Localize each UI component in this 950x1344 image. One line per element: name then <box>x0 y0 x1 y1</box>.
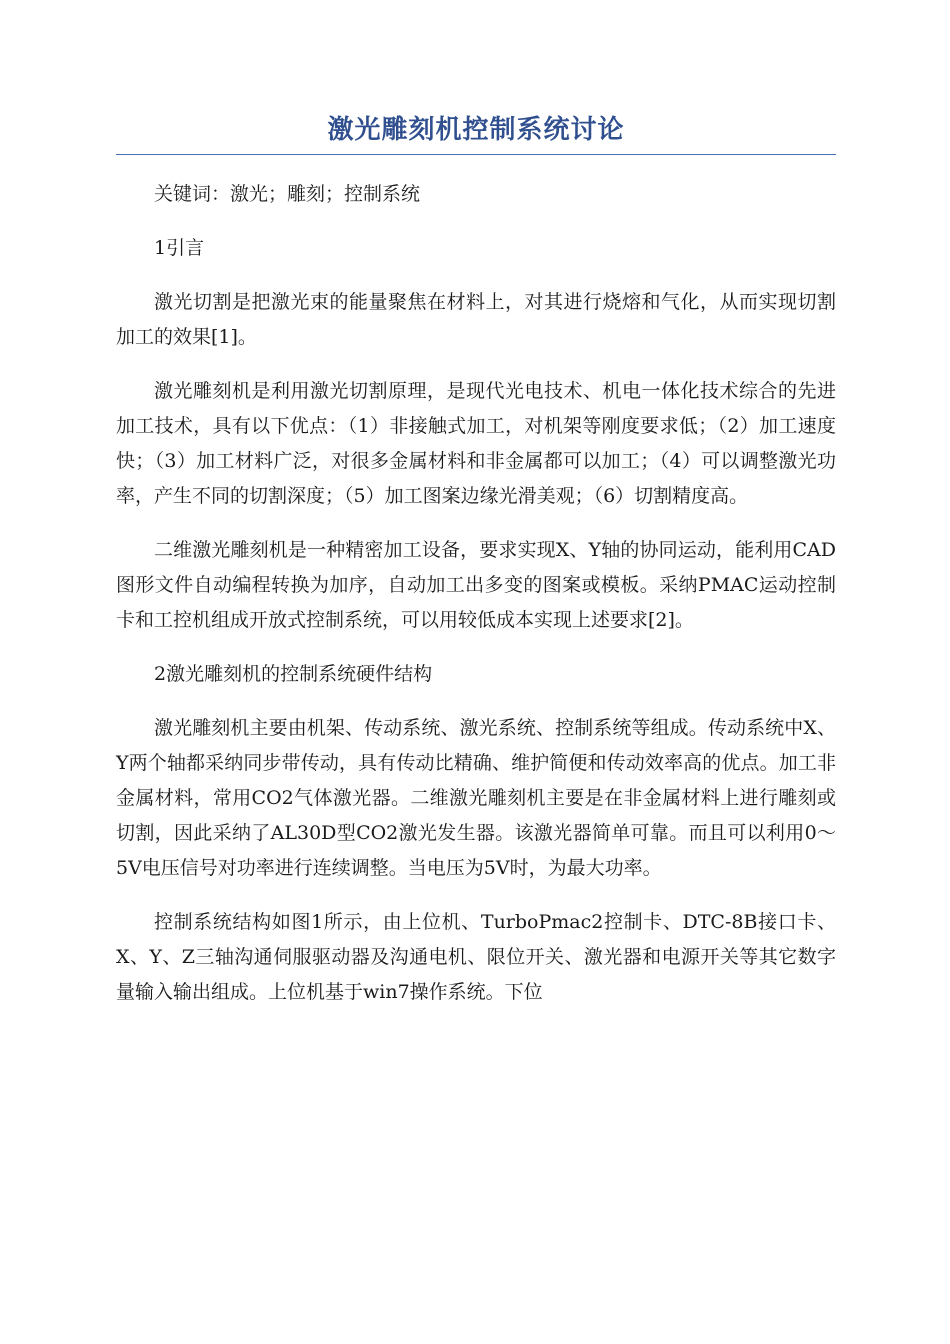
paragraph-2d-engraver-requirements: 二维激光雕刻机是一种精密加工设备，要求实现X、Y轴的协同运动，能利用CAD图形文件自动编程转换为加序，自动加工出多变的图案或模板。采纳PMAC运动控制卡和工控机组成开放式控制系统，可以用较低成本实现上述要求[2]。 <box>116 539 836 631</box>
section-heading-introduction: 1引言 <box>154 237 205 259</box>
section-heading-hardware-structure: 2激光雕刻机的控制系统硬件结构 <box>154 663 433 685</box>
document-page <box>116 110 836 1010</box>
paragraph-engraving-advantages: 激光雕刻机是利用激光切割原理，是现代光电技术、机电一体化技术综合的先进加工技术，具有以下优点：（1）非接触式加工，对机架等刚度要求低；（2）加工速度快；（3）加工材料广泛，对很多金属材料和非金属都可以加工；（4）可以调整激光功率，产生不同的切割深度；（5）加工图案边缘光滑美观；（6）切割精度高。 <box>116 380 836 507</box>
paragraph-machine-composition: 激光雕刻机主要由机架、传动系统、激光系统、控制系统等组成。传动系统中X、Y两个轴都采纳同步带传动，具有传动比精确、维护简便和传动效率高的优点。加工非金属材料，常用CO2气体激光器。二维激光雕刻机主要是在非金属材料上进行雕刻或切割，因此采纳了AL30D型CO2激光发生器。该激光器简单可靠。而且可以利用0～5V电压信号对功率进行连续调整。当电压为5V时，为最大功率。 <box>116 717 836 879</box>
document-title: 激光雕刻机控制系统讨论 <box>327 115 625 145</box>
paragraph-control-system-structure: 控制系统结构如图1所示，由上位机、TurboPmac2控制卡、DTC-8B接口卡、X、Y、Z三轴沟通伺服驱动器及沟通电机、限位开关、激光器和电源开关等其它数字量输入输出组成。上位机基于win7操作系统。下位 <box>116 911 836 1003</box>
keywords-line: 关键词：激光；雕刻；控制系统 <box>154 183 421 205</box>
paragraph-laser-cutting-definition: 激光切割是把激光束的能量聚焦在材料上，对其进行烧熔和气化，从而实现切割加工的效果[1]。 <box>116 291 836 348</box>
title-underline <box>116 154 836 155</box>
